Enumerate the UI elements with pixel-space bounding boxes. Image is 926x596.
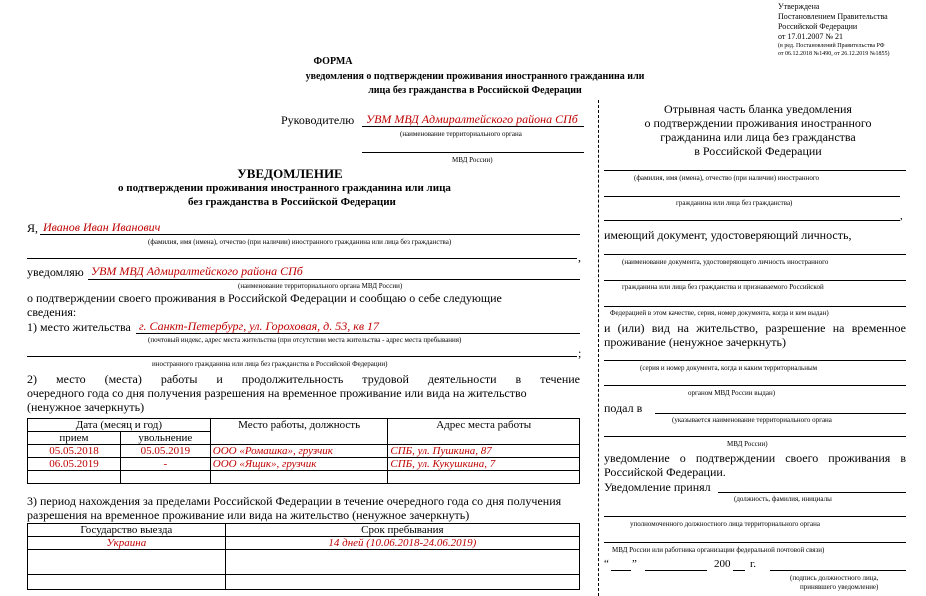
residence-hint-1: (почтовый индекс, адрес места жительства (при отсутствии места жительства - адрес места пребывания) <box>148 336 462 344</box>
tear-name-underline <box>604 170 906 171</box>
notice-sub-2: без гражданства в Российской Федерации <box>188 196 396 208</box>
tear-hint-name-2: гражданина или лица без гражданства) <box>676 199 793 207</box>
tear-hint-doc-1: (наименование документа, удостоверяющего личность иностранного <box>622 258 829 266</box>
head-hint: (наименование территориального органа <box>400 130 522 138</box>
abroad-row-period: 14 дней (10.06.2018-24.06.2019) <box>225 537 579 550</box>
tear-date-quote-close: ” <box>632 558 637 570</box>
tear-doc-underline-2 <box>604 280 906 281</box>
tear-hint-permit-1: (серия и номер документа, когда и каким территориальным <box>640 364 818 372</box>
notify-value: УВМ МВД Адмиралтейского района СПб <box>91 264 303 278</box>
table-row <box>28 575 580 590</box>
work-header-address: Адрес места работы <box>388 419 580 445</box>
tear-doc-underline <box>604 254 906 255</box>
work-row-address: СПБ, ул. Пушкина, 87 <box>388 445 580 458</box>
work-row-hire: 06.05.2019 <box>28 458 121 471</box>
table-row <box>28 471 580 484</box>
tear-notice-1: уведомление о подтверждении своего проживания в <box>604 451 906 465</box>
table-row <box>28 458 580 471</box>
tear-submitted: подал в <box>604 401 643 415</box>
applicant-value: Иванов Иван Иванович <box>43 220 161 234</box>
tear-hint-sub-2: МВД России) <box>727 440 768 448</box>
head-hint-2: МВД России) <box>452 156 493 164</box>
head-underline-2 <box>362 152 584 153</box>
work-row-place: ООО «Ромашка», грузчик <box>210 445 388 458</box>
tear-hint-acc-2: уполномоченного должностного лица территориального органа <box>630 520 820 528</box>
notice-sub-1: о подтверждении проживания иностранного гражданина или лица <box>118 182 451 194</box>
work-row-address: СПБ, ул. Кукушкина, 7 <box>388 458 580 471</box>
residence-value: г. Санкт-Петербург, ул. Гороховая, д. 53, кв 17 <box>139 319 380 333</box>
applicant-prefix: Я, <box>27 221 39 235</box>
tear-hint-sign-2: принявшего уведомление) <box>800 583 879 591</box>
work-row-place: ООО «Ящик», грузчик <box>210 458 388 471</box>
notify-label: уведомляю <box>27 265 84 279</box>
tear-accepted: Уведомление принял <box>604 480 711 494</box>
tear-hint-acc-3: МВД России или работника организации федеральной почтовой связи) <box>612 546 825 554</box>
tear-title-2: о подтверждении проживания иностранного <box>644 116 872 130</box>
tear-name-underline-3 <box>604 220 900 221</box>
work-header-place: Место работы, должность <box>210 419 388 445</box>
tear-permit-2: проживание (ненужное зачеркнуть) <box>604 335 786 349</box>
tear-accepted-underline-2 <box>604 516 906 517</box>
work-row-fire: 05.05.2019 <box>120 445 210 458</box>
notice-title: УВЕДОМЛЕНИЕ <box>237 166 343 181</box>
tear-date-year-suffix: г. <box>750 558 757 570</box>
work-text-1: 2) место (места) работы и продолжительность трудовой деятельности в течение <box>27 372 580 386</box>
approval-line-3: Российской Федерации <box>778 22 858 31</box>
tear-hint-sub-1: (указывается наименование территориального органа <box>672 416 832 424</box>
work-row-fire: - <box>120 458 210 471</box>
abroad-header-country: Государство выезда <box>28 524 226 537</box>
tear-permit-underline-2 <box>604 385 906 386</box>
tear-hint-permit-2: органом МВД России выдан) <box>688 389 776 397</box>
approval-line-5: (в ред. Постановлений Правительства РФ <box>778 43 885 49</box>
tear-hint-doc-3: Федерацией в этом качестве, серия, номер документа, когда и кем выдан) <box>610 309 829 317</box>
tear-submitted-underline-2 <box>604 436 906 437</box>
tear-sign-underline <box>770 570 906 571</box>
residence-label: 1) место жительства <box>27 320 131 334</box>
form-title: ФОРМА <box>313 56 353 67</box>
notify-underline <box>88 279 580 280</box>
work-text-3: (ненужное зачеркнуть) <box>27 400 145 414</box>
work-header-hire: прием <box>28 432 121 445</box>
form-subtitle-2: лица без гражданства в Российской Федерации <box>368 85 582 96</box>
applicant-underline <box>40 234 580 235</box>
approval-line-4: от 17.01.2007 № 21 <box>778 32 844 41</box>
tear-notice-2: Российской Федерации. <box>604 465 726 479</box>
abroad-text-1: 3) период нахождения за пределами Российской Федерации в течение очередного года со дня получения <box>27 494 562 508</box>
work-row-hire: 05.05.2018 <box>28 445 121 458</box>
tear-title-1: Отрывная часть бланка уведомления <box>664 102 852 116</box>
abroad-row-country: Украина <box>28 537 226 550</box>
applicant-comma: , <box>578 250 581 264</box>
abroad-table <box>27 523 580 590</box>
tear-date-year: 200 <box>714 558 731 570</box>
residence-underline <box>136 333 580 334</box>
approval-line-1: Утверждена <box>778 2 820 11</box>
tear-submitted-underline <box>655 413 906 414</box>
head-underline <box>362 126 584 127</box>
table-row <box>28 537 580 550</box>
tear-name-underline-2 <box>604 196 900 197</box>
tear-hint-doc-2: гражданина или лица без гражданства и признаваемого Российской <box>622 283 824 291</box>
abroad-text-2: разрешения на временное проживание или вида на жительство (ненужное зачеркнуть) <box>27 508 470 522</box>
tear-permit-underline <box>604 360 906 361</box>
tear-accepted-underline <box>718 492 906 493</box>
applicant-underline-2 <box>27 258 577 259</box>
approval-line-6: от 06.12.2018 №1490, от 26.12.2019 №1855) <box>778 51 890 57</box>
abroad-header-period: Срок пребывания <box>225 524 579 537</box>
tear-date-year-underline <box>733 570 745 571</box>
tear-title-4: в Российской Федерации <box>694 144 822 158</box>
head-label: Руководителю <box>281 113 355 127</box>
tear-accepted-underline-3 <box>604 542 906 543</box>
work-text-2: очередного года со дня получения разрешения на временное проживание или вида на жительство <box>27 386 527 400</box>
residence-hint-2: иностранного гражданина или лица без гражданства в Российской Федерации) <box>152 360 388 368</box>
head-value: УВМ МВД Адмиралтейского района СПб <box>366 112 578 126</box>
tear-doc-underline-3 <box>604 306 906 307</box>
tear-off-line <box>598 100 599 596</box>
tear-date-quote-open: “ <box>604 558 609 570</box>
tear-has-doc: имеющий документ, удостоверяющий личность, <box>604 228 852 242</box>
table-row <box>28 445 580 458</box>
tear-date-month-underline <box>645 570 707 571</box>
tear-hint-acc-1: (должность, фамилия, инициалы <box>734 495 832 503</box>
tear-date-day-underline <box>611 570 631 571</box>
applicant-hint: (фамилия, имя (имена), отчество (при наличии) иностранного гражданина или лица без гражданства) <box>148 238 452 246</box>
table-row <box>28 550 580 575</box>
work-header-date: Дата (месяц и год) <box>28 419 211 432</box>
notify-text-2: сведения: <box>27 305 77 319</box>
form-subtitle-1: уведомления о подтверждении проживания иностранного гражданина или <box>305 71 645 82</box>
tear-hint-sign-1: (подпись должностного лица, <box>790 574 879 582</box>
work-table <box>27 418 580 484</box>
tear-permit-1: и (или) вид на жительство, разрешение на временное <box>604 321 906 335</box>
residence-underline-2 <box>27 356 577 357</box>
residence-semicolon: ; <box>578 346 582 360</box>
tear-hint-name-1: (фамилия, имя (имена), отчество (при наличии) иностранного <box>634 174 820 182</box>
notify-text-1: о подтверждении своего проживания в Российской Федерации и сообщаю о себе следующие <box>27 291 502 305</box>
work-header-fire: увольнение <box>120 432 210 445</box>
tear-title-3: гражданина или лица без гражданства <box>660 130 856 144</box>
notify-hint: (наименование территориального органа МВД России) <box>238 282 403 290</box>
tear-comma: , <box>900 210 903 222</box>
approval-line-2: Постановлением Правительства <box>778 12 888 21</box>
